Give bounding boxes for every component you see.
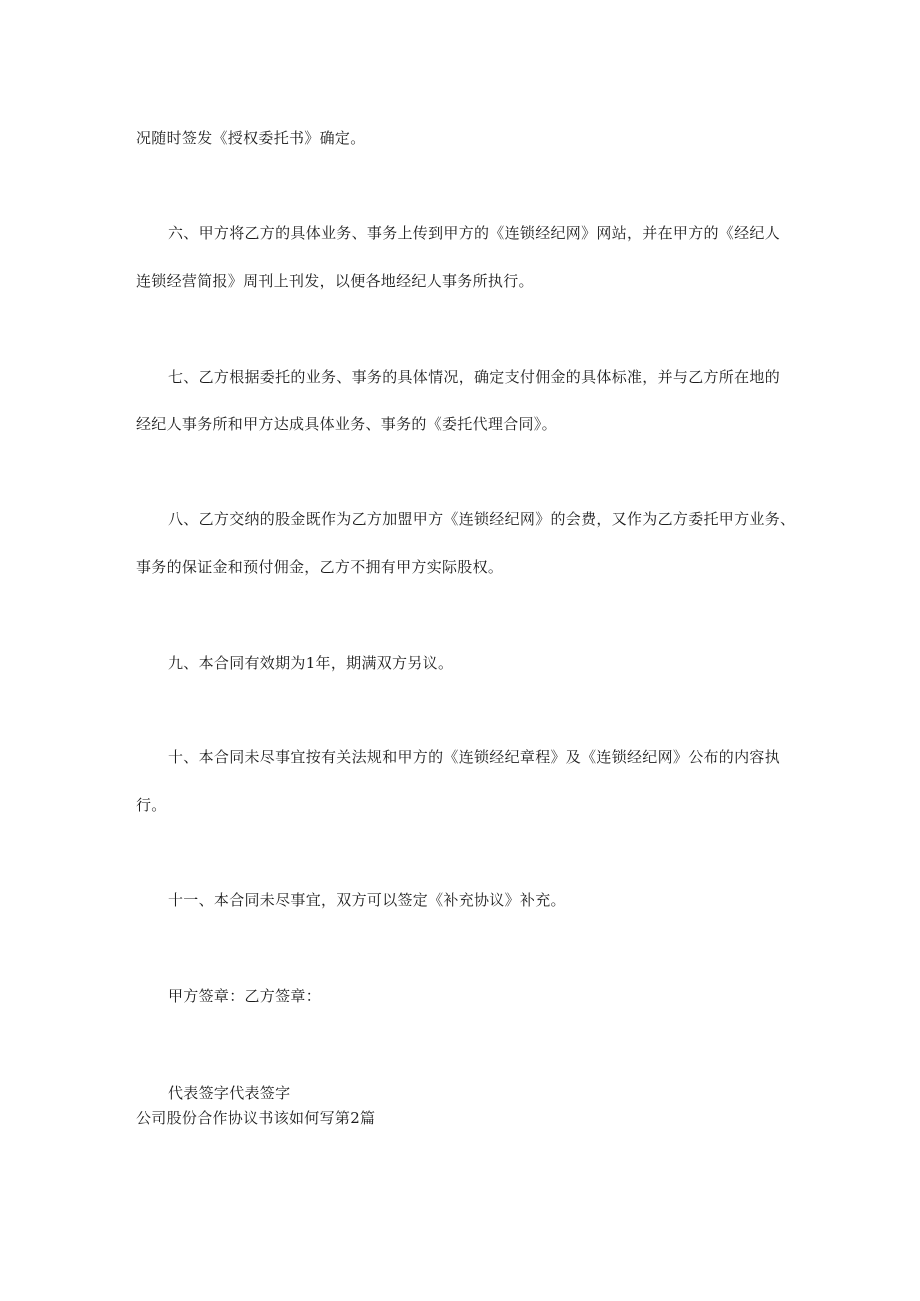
paragraph-10-line-1: 十、本合同未尽事宜按有关法规和甲方的《连锁经纪章程》及《连锁经纪网》公布的内容执 <box>168 748 781 766</box>
representative-signature-line: 代表签字代表签字 <box>168 1084 291 1102</box>
next-article-title: 公司股份合作协议书该如何写第2篇 <box>136 1109 376 1127</box>
paragraph-9: 九、本合同有效期为1年，期满双方另议。 <box>168 654 454 672</box>
paragraph-7-line-1: 七、乙方根据委托的业务、事务的具体情况，确定支付佣金的具体标准，并与乙方所在地的 <box>168 368 781 386</box>
paragraph-5-continuation: 况随时签发《授权委托书》确定。 <box>136 129 366 147</box>
signature-seal-line: 甲方签章：乙方签章： <box>168 987 322 1005</box>
paragraph-11: 十一、本合同未尽事宜，双方可以签定《补充协议》补充。 <box>168 891 566 909</box>
paragraph-8-line-1: 八、乙方交纳的股金既作为乙方加盟甲方《连锁经纪网》的会费，又作为乙方委托甲方业务、 <box>168 510 796 528</box>
paragraph-6-line-1: 六、甲方将乙方的具体业务、事务上传到甲方的《连锁经纪网》网站，并在甲方的《经纪人 <box>168 224 781 242</box>
paragraph-10-line-2: 行。 <box>136 796 167 814</box>
paragraph-7-line-2: 经纪人事务所和甲方达成具体业务、事务的《委托代理合同》。 <box>136 415 557 433</box>
paragraph-8-line-2: 事务的保证金和预付佣金，乙方不拥有甲方实际股权。 <box>136 558 504 576</box>
paragraph-6-line-2: 连锁经营简报》周刊上刊发，以便各地经纪人事务所执行。 <box>136 272 534 290</box>
